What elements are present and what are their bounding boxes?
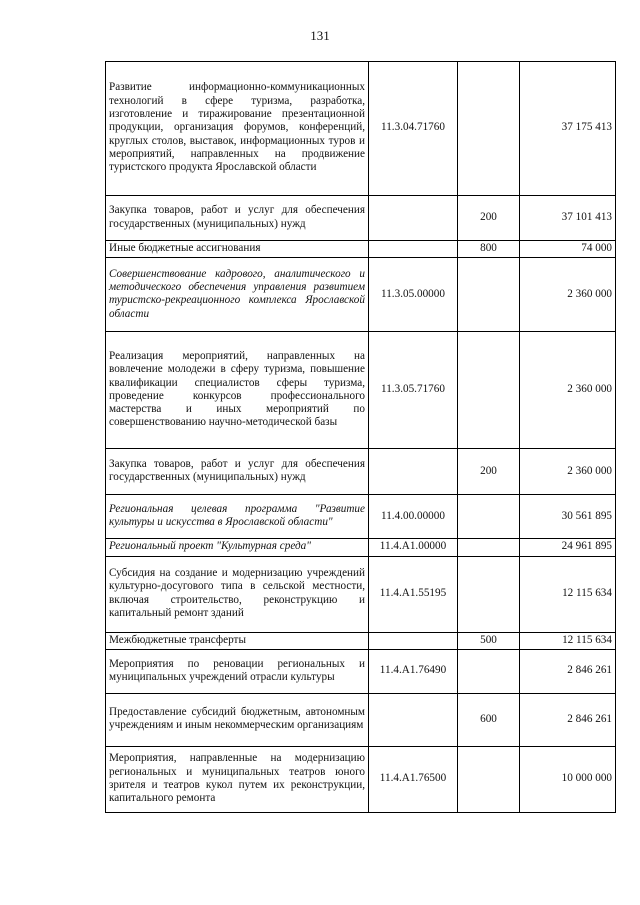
- table-row: [106, 332, 616, 449]
- row-name-cell: Региональная целевая программа "Развитие культуры и искусства в Ярославской области": [106, 495, 369, 539]
- row-name-cell: Предоставление субсидий бюджетным, автономным учреждениям и иным некоммерческим организациям: [106, 693, 369, 746]
- row-type-cell: 800: [458, 241, 520, 258]
- table-row: [106, 196, 616, 241]
- row-sum-cell: 30 561 895: [520, 495, 616, 539]
- table-row: [106, 241, 616, 258]
- row-sum-cell: 2 846 261: [520, 693, 616, 746]
- row-sum-cell: 10 000 000: [520, 746, 616, 812]
- table-row: [106, 62, 616, 196]
- row-sum-cell: 2 360 000: [520, 332, 616, 449]
- row-type-cell: [458, 649, 520, 693]
- row-sum-cell: 2 360 000: [520, 449, 616, 495]
- row-name-cell: Мероприятия, направленные на модернизацию региональных и муниципальных театров юного зрителя и театров кукол путем их реконструкции, капитального ремонта: [106, 746, 369, 812]
- row-type-cell: [458, 332, 520, 449]
- row-code-cell: 11.3.05.00000: [369, 258, 458, 332]
- row-name-cell: Межбюджетные трансферты: [106, 632, 369, 649]
- row-type-cell: [458, 556, 520, 632]
- row-code-cell: 11.4.A1.76500: [369, 746, 458, 812]
- page-number: 131: [310, 28, 330, 43]
- row-name-cell: Региональный проект "Культурная среда": [106, 539, 369, 556]
- row-type-cell: 200: [458, 449, 520, 495]
- row-type-cell: [458, 746, 520, 812]
- row-sum-cell: 74 000: [520, 241, 616, 258]
- row-name-cell: Реализация мероприятий, направленных на вовлечение молодежи в сферу туризма, повышение квалификации специалистов сферы туризма, проведение конкурсов профессионального мастерства и иных мероприятий по совершенствованию научно-методической базы: [106, 332, 369, 449]
- row-name-cell: Развитие информационно-коммуникационных технологий в сфере туризма, разработка, изготовление и тиражирование презентационной продукции, организация форумов, конференций, круглых столов, выставок, информационных туров и мероприятий, направленных на продвижение туристского продукта Ярославской области: [106, 62, 369, 196]
- row-name-cell: Иные бюджетные ассигнования: [106, 241, 369, 258]
- row-name-cell: Субсидия на создание и модернизацию учреждений культурно-досугового типа в сельской местности, включая строительство, реконструкцию и капитальный ремонт зданий: [106, 556, 369, 632]
- table-row: [106, 556, 616, 632]
- row-code-cell: [369, 196, 458, 241]
- row-code-cell: 11.4.A1.55195: [369, 556, 458, 632]
- budget-table: [105, 61, 616, 813]
- table-row: [106, 693, 616, 746]
- row-type-cell: 500: [458, 632, 520, 649]
- row-type-cell: [458, 258, 520, 332]
- row-code-cell: 11.4.A1.00000: [369, 539, 458, 556]
- row-sum-cell: 12 115 634: [520, 632, 616, 649]
- row-name-cell: Закупка товаров, работ и услуг для обеспечения государственных (муниципальных) нужд: [106, 449, 369, 495]
- row-sum-cell: 24 961 895: [520, 539, 616, 556]
- row-code-cell: 11.3.05.71760: [369, 332, 458, 449]
- row-name-cell: Мероприятия по реновации региональных и муниципальных учреждений отрасли культуры: [106, 649, 369, 693]
- row-name-cell: Совершенствование кадрового, аналитического и методического обеспечения управления развитием туристско-рекреационного комплекса Ярославской области: [106, 258, 369, 332]
- row-name-cell: Закупка товаров, работ и услуг для обеспечения государственных (муниципальных) нужд: [106, 196, 369, 241]
- row-sum-cell: 37 101 413: [520, 196, 616, 241]
- row-sum-cell: 2 360 000: [520, 258, 616, 332]
- row-type-cell: [458, 62, 520, 196]
- row-code-cell: [369, 693, 458, 746]
- row-code-cell: [369, 632, 458, 649]
- row-type-cell: [458, 495, 520, 539]
- table-row: [106, 632, 616, 649]
- row-code-cell: 11.4.00.00000: [369, 495, 458, 539]
- table-row: [106, 495, 616, 539]
- row-sum-cell: 12 115 634: [520, 556, 616, 632]
- table-row: [106, 258, 616, 332]
- row-code-cell: [369, 241, 458, 258]
- row-code-cell: 11.3.04.71760: [369, 62, 458, 196]
- table-row: [106, 449, 616, 495]
- row-sum-cell: 37 175 413: [520, 62, 616, 196]
- row-code-cell: [369, 449, 458, 495]
- table-row: [106, 649, 616, 693]
- budget-table-body: [106, 62, 616, 813]
- table-row: [106, 746, 616, 812]
- row-type-cell: 200: [458, 196, 520, 241]
- row-type-cell: 600: [458, 693, 520, 746]
- row-type-cell: [458, 539, 520, 556]
- row-sum-cell: 2 846 261: [520, 649, 616, 693]
- table-row: [106, 539, 616, 556]
- row-code-cell: 11.4.A1.76490: [369, 649, 458, 693]
